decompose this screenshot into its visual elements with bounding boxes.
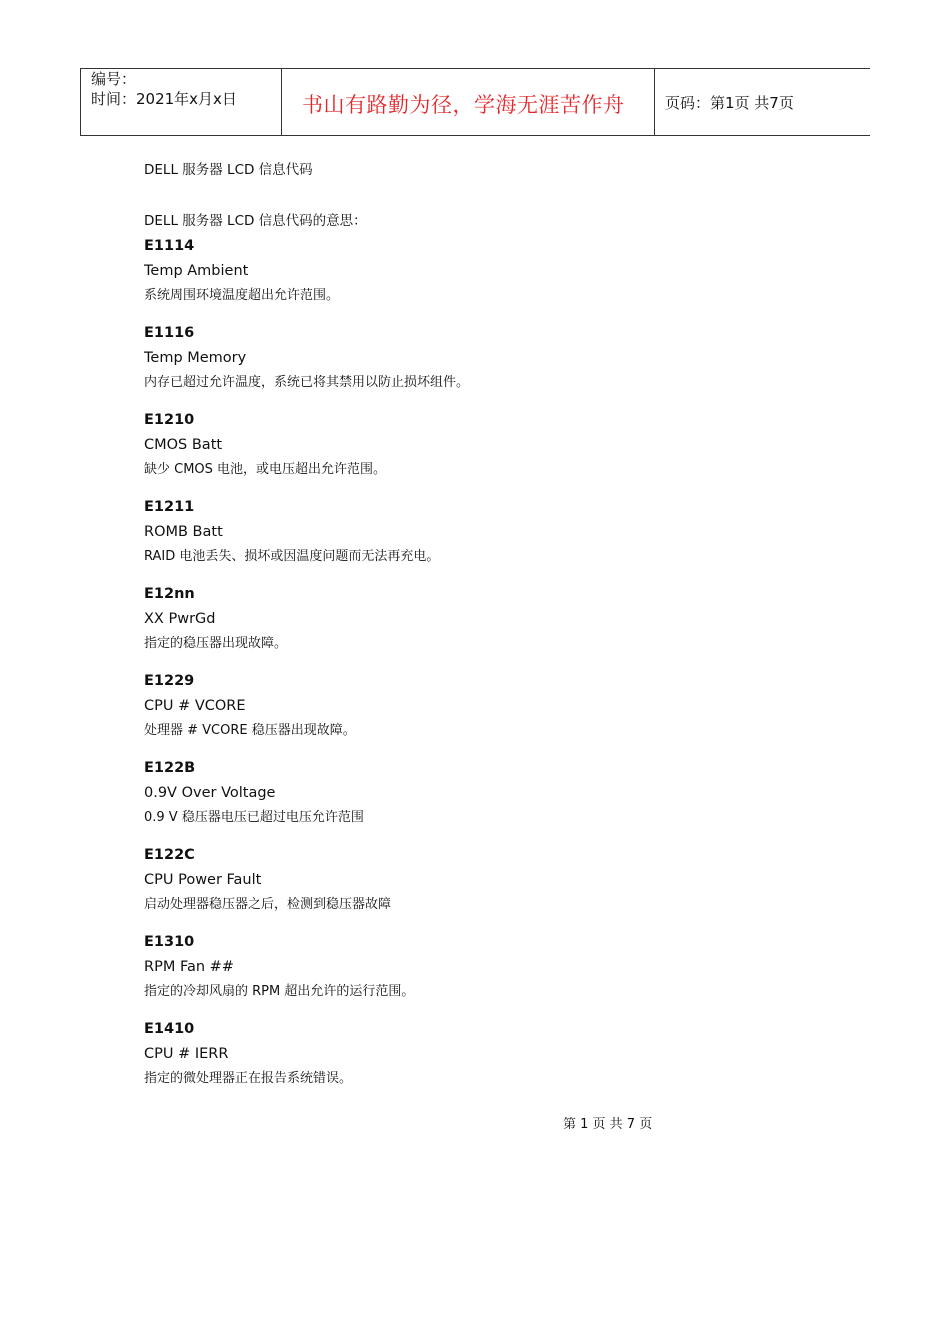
error-entry	[144, 932, 804, 1002]
error-name: ROMB Batt	[144, 524, 223, 540]
error-code: E1310	[144, 934, 195, 950]
motto: 书山有路勤为径，学海无涯苦作舟	[302, 93, 625, 117]
error-description: 系统周围环境温度超出允许范围。	[144, 288, 340, 303]
header-motto-cell	[282, 69, 655, 135]
error-code: E1114	[144, 238, 195, 254]
error-description: 缺少 CMOS 电池，或电压超出允许范围。	[144, 462, 387, 477]
error-entry	[144, 410, 804, 480]
error-name: XX PwrGd	[144, 611, 216, 627]
error-name: CPU Power Fault	[144, 872, 262, 888]
error-description: 启动处理器稳压器之后，检测到稳压器故障	[144, 897, 392, 912]
error-code: E1116	[144, 325, 195, 341]
error-code: E122C	[144, 847, 195, 863]
number-label: 编号：	[91, 70, 137, 88]
document-header	[80, 68, 870, 136]
error-code: E1210	[144, 412, 195, 428]
document-intro: DELL 服务器 LCD 信息代码的意思：	[144, 213, 367, 229]
error-description: 内存已超过允许温度，系统已将其禁用以防止损坏组件。	[144, 375, 470, 390]
error-description: 处理器 # VCORE 稳压器出现故障。	[144, 723, 356, 738]
error-entry	[144, 497, 804, 567]
header-page-cell	[655, 69, 869, 135]
error-description: 0.9 V 稳压器电压已超过电压允许范围	[144, 810, 364, 825]
date-label: 时间：2021年x月x日	[91, 90, 237, 108]
error-entry	[144, 323, 804, 393]
error-entry	[144, 584, 804, 654]
error-name: CPU # IERR	[144, 1046, 229, 1062]
error-name: Temp Memory	[144, 350, 247, 366]
page-footer: 第 1 页 共 7 页	[563, 1117, 653, 1132]
error-code: E12nn	[144, 586, 195, 602]
error-description: 指定的微处理器正在报告系统错误。	[144, 1071, 353, 1086]
header-meta-cell	[81, 69, 282, 135]
error-code: E1410	[144, 1021, 195, 1037]
error-code: E122B	[144, 760, 196, 776]
error-name: 0.9V Over Voltage	[144, 785, 276, 801]
error-code: E1229	[144, 673, 195, 689]
error-name: CPU # VCORE	[144, 698, 246, 714]
document-title: DELL 服务器 LCD 信息代码	[144, 162, 313, 178]
page-info: 页码：第1页 共7页	[665, 94, 794, 112]
error-code: E1211	[144, 499, 195, 515]
document-body	[144, 160, 804, 1106]
error-description: RAID 电池丢失、损坏或因温度问题而无法再充电。	[144, 549, 440, 564]
error-name: CMOS Batt	[144, 437, 223, 453]
error-description: 指定的稳压器出现故障。	[144, 636, 288, 651]
error-entry	[144, 845, 804, 915]
error-entry	[144, 758, 804, 828]
error-description: 指定的冷却风扇的 RPM 超出允许的运行范围。	[144, 984, 415, 999]
error-entry	[144, 1019, 804, 1089]
error-name: Temp Ambient	[144, 263, 249, 279]
error-entry	[144, 671, 804, 741]
error-name: RPM Fan ##	[144, 959, 234, 975]
error-entry	[144, 236, 804, 306]
